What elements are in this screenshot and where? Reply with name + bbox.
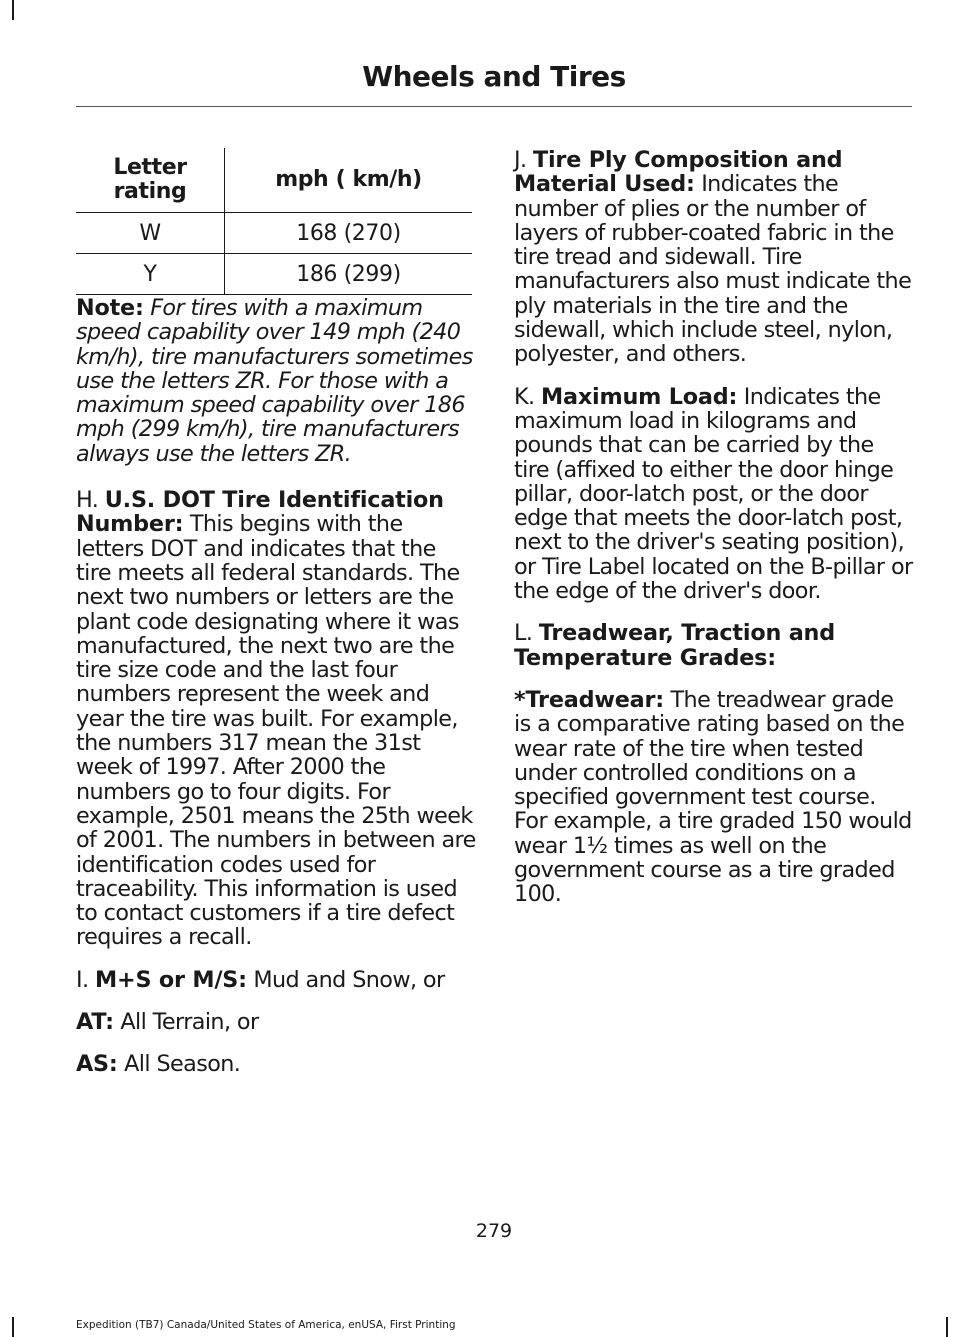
header-divider (76, 106, 912, 107)
as-label: AS: (76, 1051, 118, 1078)
section-l-paragraph (514, 621, 914, 670)
letter-cell: Y (76, 254, 225, 295)
at-label: AT: (76, 1009, 114, 1036)
column-header-speed: mph ( km/h) (225, 148, 473, 213)
section-j-title: Tire Ply Composition and Material Used: (514, 147, 843, 198)
section-l-title: Treadwear, Traction and Temperature Grades: (514, 620, 835, 671)
section-l-prefix: L. (514, 620, 533, 647)
section-i-prefix: I. (76, 966, 89, 993)
speed-cell: 186 (299) (225, 254, 473, 295)
crop-mark-bottom-right (946, 1317, 948, 1337)
section-k-paragraph (514, 385, 914, 604)
section-i-text: Mud and Snow, or (253, 966, 445, 993)
section-h-title: U.S. DOT Tire Identification Number: (76, 487, 444, 538)
note-label: Note: (76, 295, 144, 321)
crop-mark-top-left (12, 0, 14, 20)
page-title: Wheels and Tires (362, 60, 626, 93)
crop-mark-bottom-left (12, 1317, 14, 1337)
note-paragraph (76, 296, 476, 466)
as-paragraph (76, 1052, 476, 1076)
column-header-letter: Letter rating (76, 148, 225, 213)
section-j-text: Indicates the number of plies or the number of layers of rubber-coated fabric in the tire tread and sidewall. Tire manufacturers also must indicate the ply materials in the tire and the sidewall, which include steel, nylon, polyester, and others. (514, 171, 912, 368)
speed-cell: 168 (270) (225, 213, 473, 254)
table-row (76, 254, 472, 295)
section-k-prefix: K. (514, 383, 535, 410)
section-i-paragraph (76, 968, 476, 992)
section-h-text: This begins with the letters DOT and indicates that the tire meets all federal standards. The next two numbers or letters are the plant code designating where it was manufactured, the next two are the tire size code and the last four numbers represent the week and year the tire was built. For example, the numbers 317 mean the 31st week of 1997. After 2000 the numbers go to four digits. For example, 2501 means the 25th week of 2001. The numbers in between are identification codes used for traceability. This information is used to contact customers if a tire defect requires a recall. (76, 511, 476, 951)
treadwear-text: The treadwear grade is a comparative rating based on the wear rate of the tire when tested under controlled conditions on a specified government test course. For example, a tire graded 150 would wear 1½ times as well on the government course as a tire graded 100. (514, 686, 912, 908)
treadwear-paragraph (514, 688, 914, 907)
right-column (514, 148, 914, 920)
table-header-row (76, 148, 472, 213)
section-h-prefix: H. (76, 487, 99, 514)
section-h-paragraph (76, 488, 476, 950)
footer-edition: Expedition (TB7) Canada/United States of America, enUSA, First Printing (76, 1319, 456, 1331)
section-j-paragraph (514, 148, 914, 367)
section-j-prefix: J. (514, 147, 527, 173)
page-number: 279 (475, 1220, 513, 1242)
at-paragraph (76, 1010, 476, 1034)
note-text: For tires with a maximum speed capability over 149 mph (240 km/h), tire manufacturers sometimes use the letters ZR. For those with a maximum speed capability over 186 mph (299 km/h), tire manufacturers always use the letters ZR. (76, 295, 473, 467)
section-k-title: Maximum Load: (541, 383, 738, 410)
at-text: All Terrain, or (120, 1009, 259, 1036)
as-text: All Season. (124, 1051, 241, 1078)
section-k-text: Indicates the maximum load in kilograms and pounds that can be carried by the tire (affixed to either the door hinge pillar, door-latch post, or the door edge that meets the door-latch post, next to the driver's seating position), or Tire Label located on the B-pillar or the edge of the driver's door. (514, 383, 913, 605)
table-row (76, 213, 472, 254)
letter-cell: W (76, 213, 225, 254)
treadwear-label: *Treadwear: (514, 686, 665, 713)
speed-rating-table (76, 148, 472, 295)
section-i-title: M+S or M/S: (94, 966, 247, 993)
left-column (76, 296, 476, 1090)
